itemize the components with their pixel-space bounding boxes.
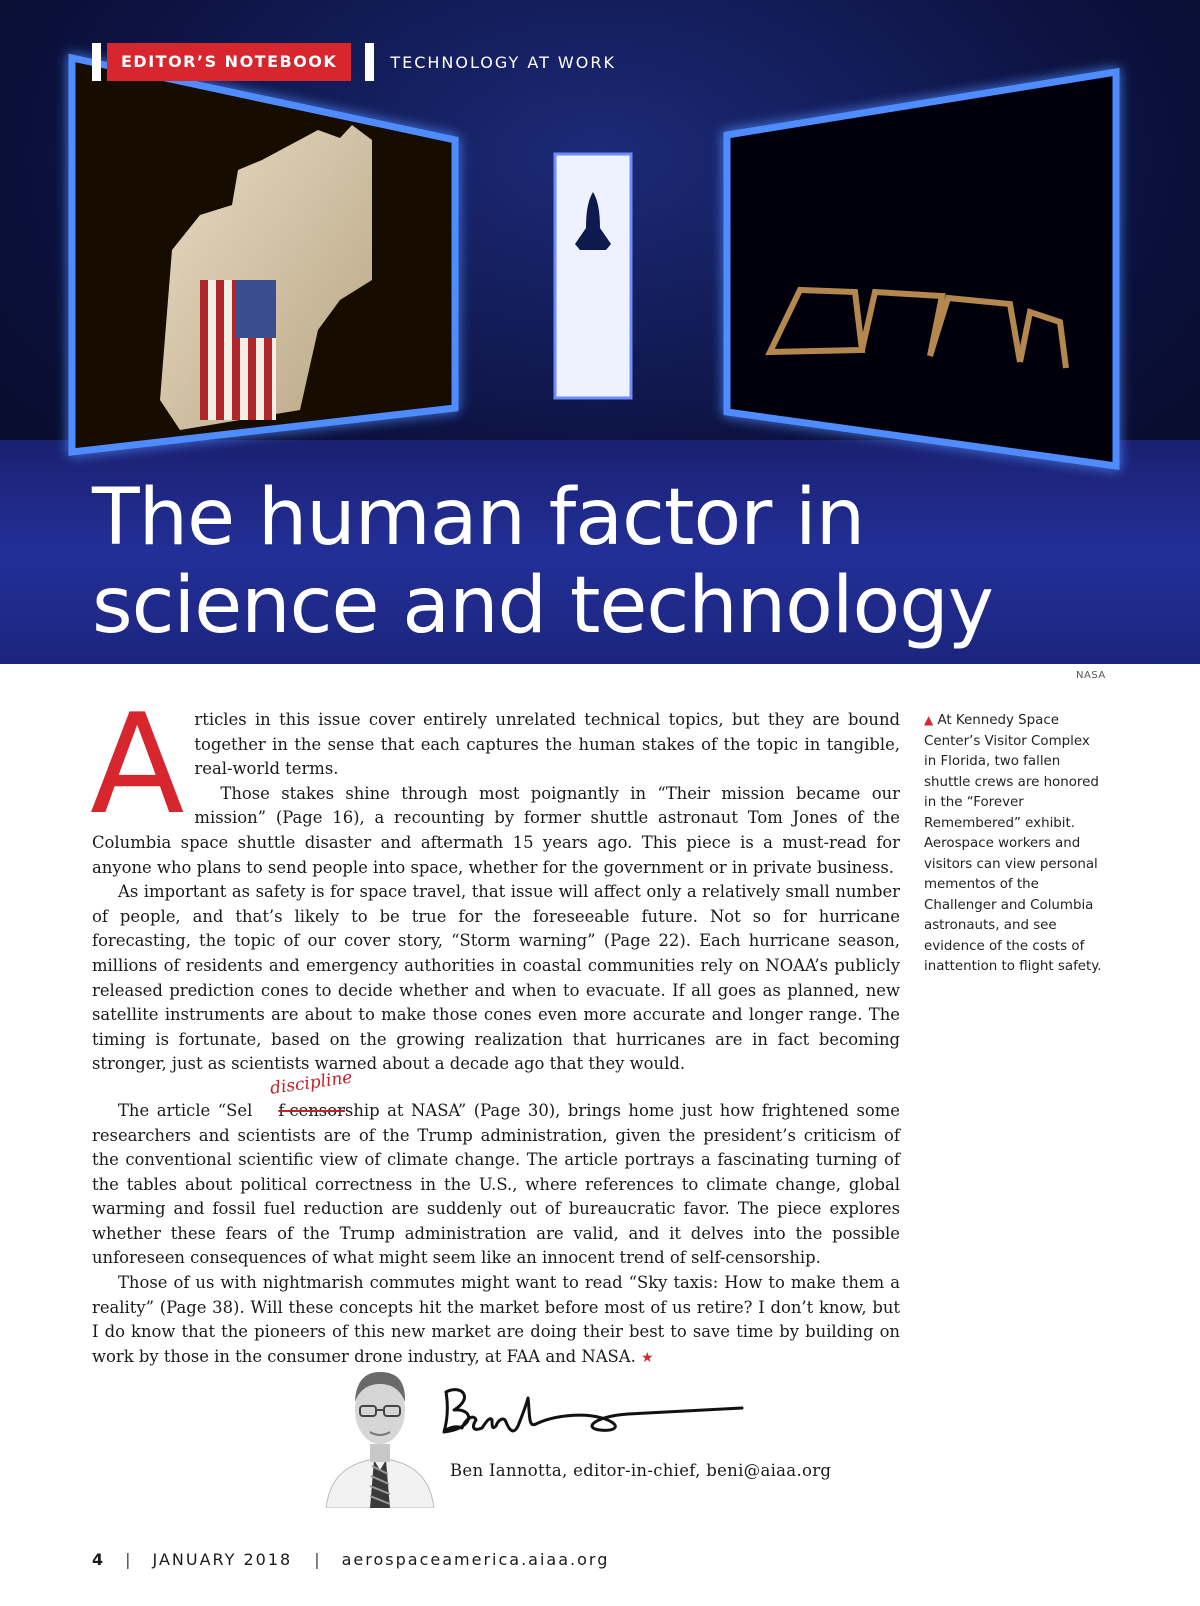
drop-cap: A [90, 684, 185, 845]
editors-notebook-tag: EDITOR’S NOTEBOOK [107, 43, 351, 81]
page-number: 4 [92, 1550, 104, 1569]
paragraph-1-text: rticles in this issue cover entirely unrelated technical topics, but they are bound together in the sense that each captures the human stakes of the topic in tangible, real-world terms. [194, 710, 900, 779]
hero-banner [0, 0, 1200, 664]
photo-caption [924, 710, 1102, 978]
paragraph-2: Those stakes shine through most poignantly in “Their mission became our mission” (Page 16), a recounting by former shuttle astronaut Tom Jones of the Columbia space shuttle disaster and aftermath 15 years ago. This piece is a must-read for anyone who plans to send people into space, whether for the government or in private business. [92, 783, 900, 877]
photo-credit: NASA [1076, 670, 1106, 681]
issue-date: JANUARY 2018 [152, 1550, 293, 1569]
center-panel [555, 154, 631, 398]
footer-separator: | [314, 1550, 320, 1569]
tag-stripe [92, 43, 101, 81]
section-name: TECHNOLOGY AT WORK [390, 52, 616, 72]
title-line-1: The human factor in [92, 473, 865, 563]
caption-triangle-icon: ▲ [924, 713, 934, 727]
end-mark-star-icon: ★ [641, 1349, 654, 1366]
paragraph-5-text: Those of us with nightmarish commutes might want to read “Sky taxis: How to make them a reality” (Page 38). Will these concepts hit the market before most of us retire? I don’t know, but I do know that the pioneers of this new market are doing their best to save time by building on work by those in the consumer drone industry, at FAA and NASA. [92, 1273, 900, 1366]
footer-separator: | [125, 1550, 131, 1569]
paragraph-3: As important as safety is for space travel, that issue will affect only a relatively small number of people, and that’s likely to be true for the foreseeable future. Not so for hurricane forecasting, the topic of our cover story, “Storm warning” (Page 22). Each hurricane season, millions of residents and emergency authorities in coastal communities rely on NOAA’s publicly released prediction cones to decide whether and when to evacuate. If all goes as planned, new satellite instruments are about to make those cones even more accurate and longer range. The timing is fortunate, based on the growing realization that hurricanes are in fact becoming stronger, just as scientists warned about a decade ago that they would. [92, 882, 900, 1074]
caption-text: At Kennedy Space Center’s Visitor Complex in Florida, two fallen shuttle crews are honored in the “Forever Remembered” exhibit. Aerospace workers and visitors can view personal mementos of the Challenger and Columbia astronauts, and see evidence of the costs of inattention to flight safety. [924, 713, 1102, 974]
paragraph-5 [92, 1271, 900, 1370]
section-tag-bar [92, 43, 616, 81]
tag-stripe [365, 43, 374, 81]
title-line-2: science and technology [92, 561, 993, 651]
paragraph-4 [92, 1067, 901, 1271]
editor-portrait [320, 1348, 440, 1508]
struck-text: f-censor [278, 1100, 345, 1120]
right-display-case [727, 72, 1116, 466]
article-body [90, 684, 901, 1370]
signature-caption: Ben Iannotta, editor-in-chief, beni@aiaa.org [450, 1461, 832, 1480]
handwritten-insert: discipline [269, 1067, 354, 1099]
article-title [92, 474, 993, 650]
page-footer [92, 1550, 609, 1569]
website-url: aerospaceamerica.aiaa.org [341, 1550, 610, 1569]
handwritten-edit [252, 1067, 354, 1124]
editor-signature [432, 1380, 762, 1460]
flag-image [200, 280, 276, 420]
paragraph-4-rest: ship at NASA” (Page 30), brings home just how frightened some researchers and scientists are of the Trump administration, given the president’s criticism of the conventional scientific view of climate change. The article portrays a fascinating turning of the tables about political correctness in the U.S., where references to climate change, global warming and fossil fuel reduction are suddenly out of bureaucratic favor. The piece explores whether these fears of the Trump administration are valid, and it delves into the possible unforeseen consequences of what might seem like an innocent trend of self-censorship. [92, 1100, 901, 1268]
paragraph-4-start: The article “Sel [118, 1100, 253, 1120]
